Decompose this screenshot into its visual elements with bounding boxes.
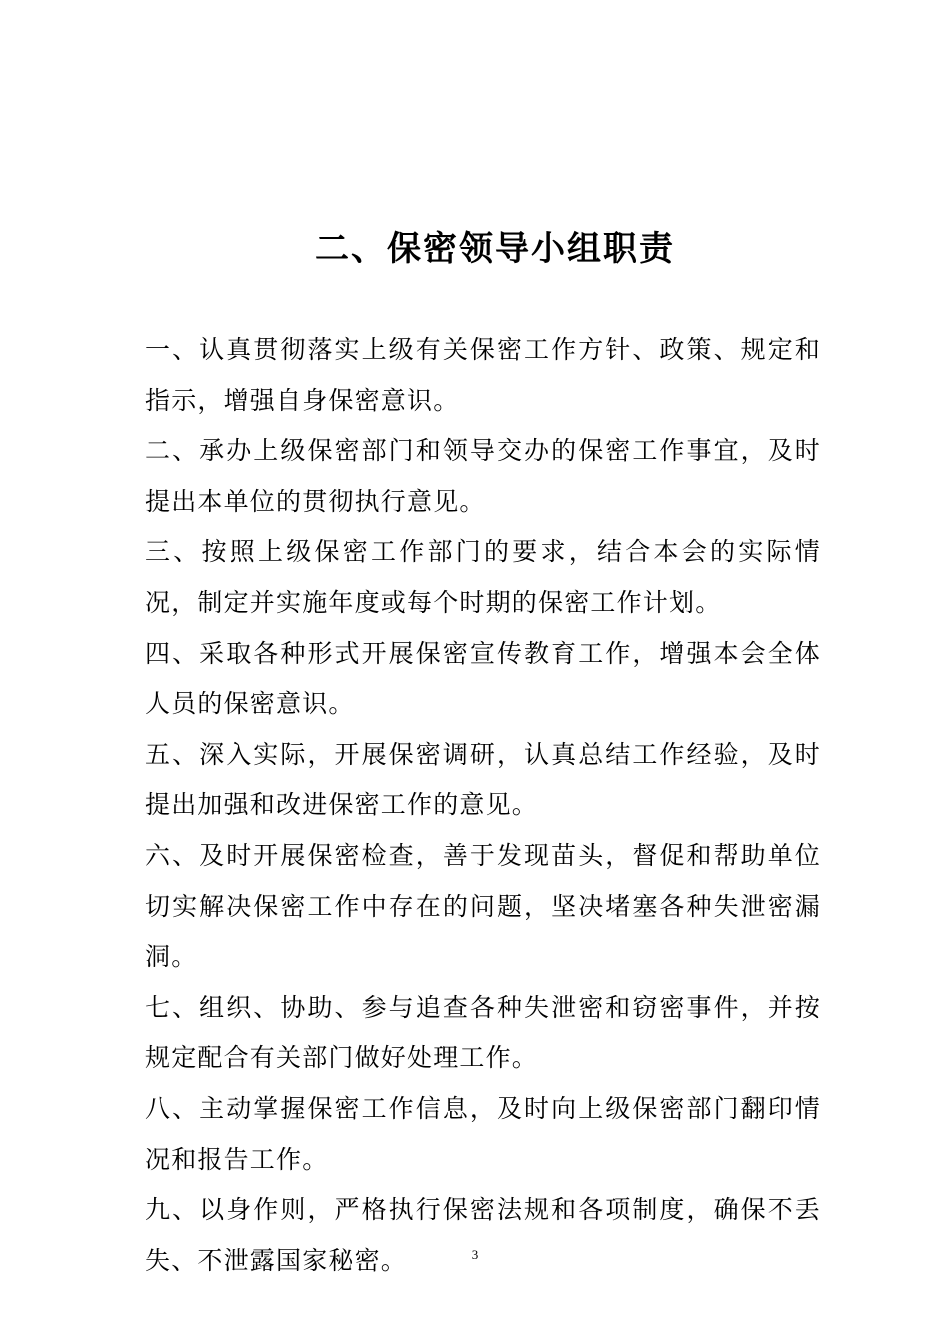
clause-5: 五、深入实际，开展保密调研，认真总结工作经验，及时提出加强和改进保密工作的意见。	[145, 739, 821, 820]
page-title: 二、保密领导小组职责	[315, 229, 675, 269]
clause-9: 九、以身作则，严格执行保密法规和各项制度，确保不丢失、不泄露国家秘密。	[145, 1195, 821, 1275]
clause-8: 八、主动掌握保密工作信息，及时向上级保密部门翻印情况和报告工作。	[145, 1093, 821, 1174]
page-number: 3	[471, 1247, 479, 1262]
clause-2: 二、承办上级保密部门和领导交办的保密工作事宜，及时提出本单位的贯彻执行意见。	[145, 436, 821, 516]
clause-1: 一、认真贯彻落实上级有关保密工作方针、政策、规定和指示，增强自身保密意识。	[145, 335, 821, 415]
clause-4: 四、采取各种形式开展保密宣传教育工作，增强本会全体人员的保密意识。	[145, 638, 821, 719]
clause-3: 三、按照上级保密工作部门的要求，结合本会的实际情况，制定并实施年度或每个时期的保密工作计划。	[145, 537, 821, 617]
document-body	[145, 325, 821, 1286]
clause-6: 六、及时开展保密检查，善于发现苗头，督促和帮助单位切实解决保密工作中存在的问题，坚决堵塞各种失泄密漏洞。	[145, 840, 821, 972]
clause-7: 七、组织、协助、参与追查各种失泄密和窃密事件，并按规定配合有关部门做好处理工作。	[145, 992, 821, 1073]
